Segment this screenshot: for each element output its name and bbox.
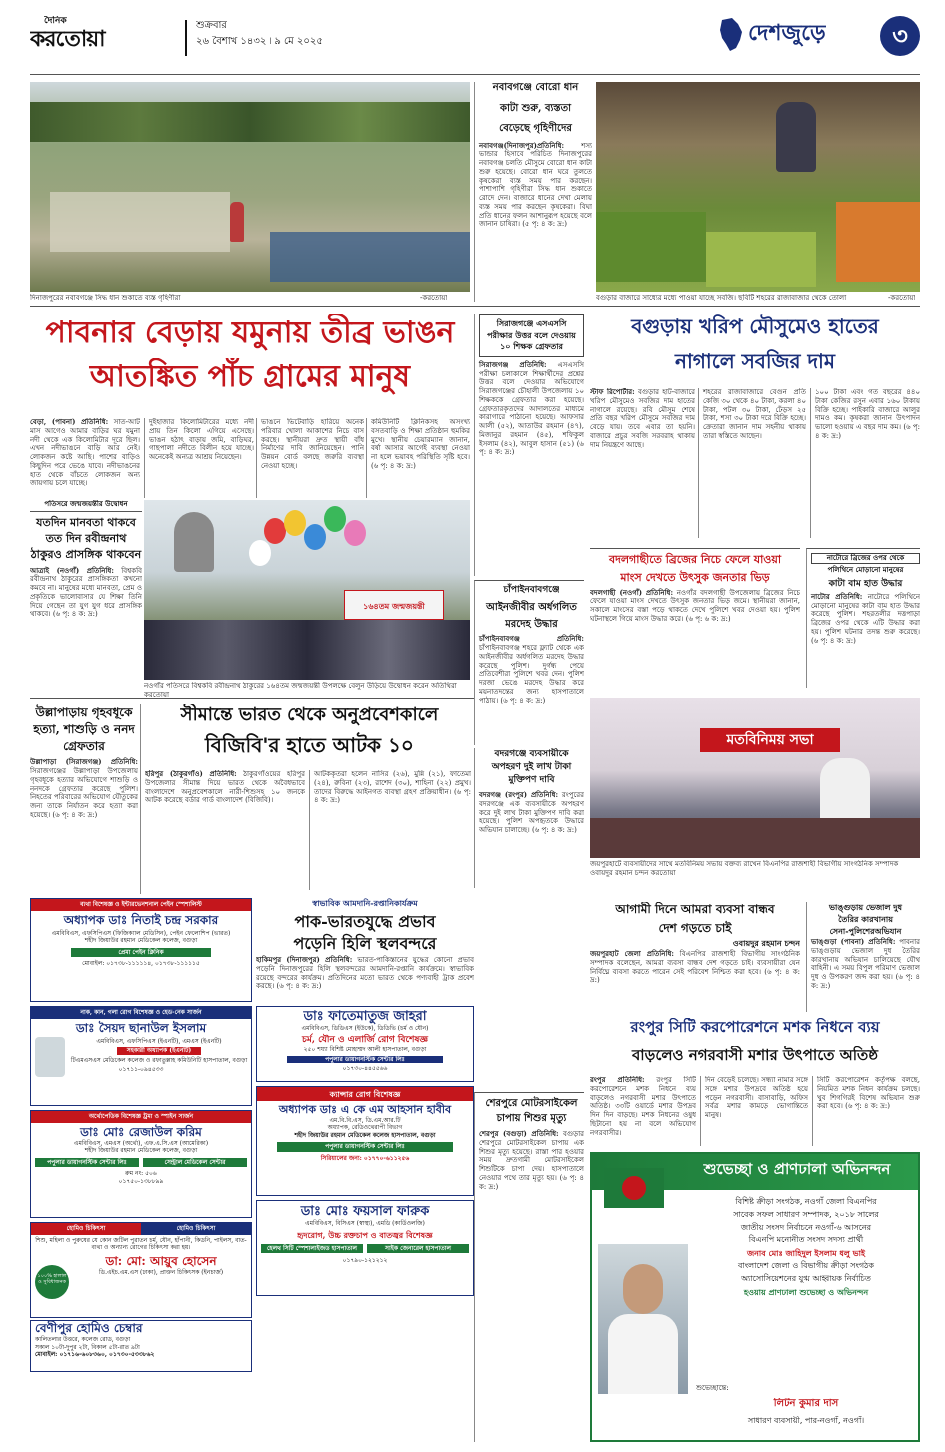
sherpur-dateline: শেরপুর (বগুড়া) প্রতিনিধি:: [479, 1129, 559, 1138]
tagore-portrait: [174, 512, 214, 572]
rangpur-dateline: রংপুর প্রতিনিধি:: [590, 1076, 645, 1084]
hili-body: ভারত-পাকিস্তানের যুদ্ধের কোনো প্রভাব পড়েনি দিনাজপুরের হিলি স্থলবন্দরের আমদানি-রপ্তানি কার্যক্রমে। স্বাভাবিক রয়েছে বন্দরের কার্যক্রম। প্রতিদিনের মতো ভারত থেকে পণ্যবাহী ট্রাক প্রবেশ করছে।: [256, 956, 474, 991]
meeting-credit: করতোয়া: [650, 868, 676, 877]
ullapara-body: সিরাজগঞ্জের উল্লাপাড়া উপজেলায় গৃহবধূকে হত্যার অভিযোগে শাশুড়ি ও ননদকে গ্রেফতার করেছে পুলিশ। নিহতের পরিবারের অভিযোগ যৌতুকের জন্য তাকে নির্যাতন করে হত্যা করা হয়েছে।: [30, 767, 138, 819]
milk-story: [806, 902, 920, 1012]
ad-cancer-specialist: [256, 1086, 474, 1196]
rangpur-jump: (৬ পৃ: ৪ ক: দ্র:): [845, 1102, 890, 1111]
chapai-headline-1: আইনজীবীর অর্ধগলিত: [486, 602, 577, 614]
natore-body: নাটোরে পলিথিনে মোড়ানো মানুষের কাটা বাম হাত উদ্ধার করেছে পুলিশ। শহরতলীর দত্তপাড়া ব্রিজের ওপর থেকে এটি উদ্ধার করা হয়। পুলিশ ঘটনার তদন্ত শুরু করেছে।: [811, 592, 920, 636]
ad6-doctor: ডাঃ মোঃ ফয়সাল ফারুক: [300, 1204, 430, 1219]
ad3-room: রুম নং: ৫০৬: [125, 1170, 157, 1177]
newspaper-logo: করতোয়া: [30, 26, 105, 52]
bgb-col-2: [309, 770, 471, 890]
milk-jump: (৬ পৃ: ৪ ক: দ্র:): [811, 973, 920, 990]
portrait-photo: [598, 1244, 688, 1394]
ad6-degrees: এমবিবিএস, বিসিএস (স্বাস্থ্য), এমডি (কার্ডিওলজি): [305, 1220, 425, 1228]
ad-orthopedic: [30, 1110, 252, 1218]
business-headline-1: আগামী দিনে আমরা ব্যবসা বান্ধব: [615, 902, 775, 916]
ad3-degrees: এমবিবিএস, এমএস (অর্থো), এফ.এ.সি.এস (আমেরিকা): [73, 1139, 209, 1147]
rangpur-col-3: [812, 1076, 920, 1146]
rice-photo-credit: -করতোয়া: [420, 294, 448, 302]
veg-carrots: [836, 202, 920, 282]
pabna-col-1: [30, 418, 140, 498]
greeting-ad: [590, 1152, 920, 1442]
bogura-col-1: [590, 388, 695, 538]
natore-jump: (৬ পৃ: ৪ ক: দ্র:): [811, 636, 856, 645]
rangpur-col-1: [590, 1076, 696, 1146]
rice-photo-caption: দিনাজপুরের নবাবগঞ্জে সিদ্ধ ধান শুকাতে ব্যস্ত গৃহিণীরা: [30, 294, 181, 302]
ad2-doctor: ডাঃ সৈয়দ ছানাউল ইসলাম: [75, 1020, 207, 1035]
bogura-dateline: স্টাফ রিপোর্টার:: [590, 388, 635, 396]
meat-story: [590, 548, 800, 688]
bogura-jump: (৬ পৃ: ৪ ক: দ্র:): [815, 423, 920, 440]
tagore-kicker: পতিসরে জন্মজয়ন্তীর উদ্বোধন: [30, 500, 142, 512]
ad2-header: নাক, কান, গলা রোগ বিশেষজ্ঞ ও হেড-নেক সার্জন: [31, 1007, 251, 1019]
greeting-line-7: অ্যাসোসিয়েশনের যুগ্ম আহ্বায়ক নির্বাচিত: [741, 1273, 871, 1283]
greeting-line-1: বিশিষ্ট ক্রীড়া সংগঠক, নওগাঁ জেলা বিএনপির: [735, 1197, 877, 1206]
masthead: [30, 14, 920, 66]
meeting-photo: [590, 698, 920, 858]
ullapara-jump: (৬ পৃ: ৪ ক: দ্র:): [52, 810, 98, 819]
ad7-services: শিশু, মহিলা ও পুরুষের যে কোন জটিল পুরাতন চর্ম, যৌন, হাঁপানী, কিডনি, পাইলস, বাত-ব্যথা ও অন্যান্য রোগের চিকিৎসা করা হয়।: [35, 1236, 247, 1251]
ad3-phone: ০১৭৫০-১৩৮৮৯৯: [118, 1177, 164, 1185]
hili-kicker: স্বাভাবিক আমদানি-রপ্তানিকার্যক্রম: [312, 898, 418, 908]
ad2-avatar: [35, 1037, 65, 1077]
ssc-jump: (৬ পৃ: ৪ ক: দ্র:): [479, 439, 584, 457]
ad1-degrees: এমবিবিএস, এফসিপিএস (ফিজিক্যাল মেডিসিন), পেইন ফেলোশিপ (ভারত): [51, 929, 231, 937]
tagore-photo-caption: নওগাঁর পতিসরে বিশ্বকবি রবীন্দ্রনাথ ঠাকুরের ১৬৪তম জন্মজয়ন্তী উপলক্ষে বেলুন উড়িয়ে উদ্বোধন করেন অতিথিরা করতোয়া: [144, 682, 457, 699]
natore-dateline: নাটোর প্রতিনিধি:: [811, 591, 863, 601]
balloon-icon: [284, 510, 306, 536]
ullapara-headline: উল্লাপাড়ায় গৃহবধূকে হত্যা, শাশুড়ি ও ননদ গ্রেফতার: [33, 705, 135, 753]
ad5-serial: সিরিয়ালের জন্য: ০১৭৭০-৬১১২৫৬: [320, 1154, 410, 1162]
sherpur-headline: শেরপুরে মোটরসাইকেল চাপায় শিশুর মৃত্যু: [485, 1098, 578, 1124]
rice-dateline: নবাবগঞ্জ(দিনাজপুর)প্রতিনিধি:: [479, 140, 565, 150]
bgb-story: [140, 704, 474, 894]
chapai-story: [474, 580, 584, 745]
crowd: [144, 620, 470, 680]
tagore-jump: (৬ পৃ: ৪ ক: দ্র:): [52, 610, 98, 619]
ad5-post: অধ্যাপক, রেডিওথেরাপী বিভাগ: [327, 1124, 403, 1132]
bangladesh-map-icon: [718, 18, 744, 52]
rice-body: শস্য ভান্ডার হিসাবে পরিচিত দিনাজপুরের নবাবগঞ্জ চলতি মৌসুমে বোরো ধান কাটা শুরু হয়েছে। বোরো ধান ঘরে তুলতে কৃষকেরা ব্যস্ত সময় পার করছেন। পাশাপাশি গৃহিণীরা সিদ্ধ ধান শুকাতে রোদে দেন। বাজারে ধানের দেখা মেলায় ব্যস্ত সময় পার করছেন কৃষকেরা। বিঘা প্রতি ধানের ফলন আশানুরূপ হয়েছে বলে জানান চাষিরা।: [479, 141, 592, 229]
rangpur-body-1: রংপুর সিটি করপোরেশনে মশক নিধনে ব্যয় বাড়লেও নগরবাসী মশার উৎপাতে অতিষ্ঠ। ৩৩টি ওয়ার্ডে মশার উপদ্রব দিন দিন বাড়ছে। মশক নিধনের ওষুধ ছিটানো হয় না বলে অভিযোগ নগরবাসীর।: [590, 1076, 696, 1137]
balloon-icon: [264, 518, 286, 544]
portrait-head: [623, 1264, 663, 1314]
ad-homeo-chamber: [30, 1320, 252, 1372]
table: [590, 818, 920, 858]
ad7-badge: ১০০% হালাল ও সুবিধাজনক: [35, 1265, 69, 1299]
balloon-icon: [249, 540, 271, 566]
bgb-headline-1: সীমান্তে ভারত থেকে অনুপ্রবেশকালে: [180, 704, 439, 725]
bogura-body-3: ১০০ টাকা এবং গত বছরের ৪৪০ টাকা কেজির রসুন এবার ১৬০ টাকায় বিক্রি হচ্ছে। পাইকারি বাজারে আলুর দামও কম। কৃষকরা জানান উৎপাদন ভালো হওয়ায় এ বছর দাম কম।: [815, 388, 920, 431]
pabna-headline-1: পাবনার বেড়ায় যমুনায় তীব্র ভাঙন: [45, 315, 455, 350]
veg-squash: [706, 232, 816, 287]
rice-headline-2: কাটা শুরু, ব্যস্ততা: [499, 102, 572, 114]
bgb-headline-2: বিজিবি'র হাতে আটক ১০: [205, 732, 414, 757]
rangpur-body-3: সিটি করপোরেশন কর্তৃপক্ষ বলছে, নিয়মিত মশক নিধন কার্যক্রম চলছে। খুব শিগগিরই বিশেষ অভিযান শুরু করা হবে।: [817, 1076, 920, 1111]
veg-photo-credit: -করতোয়া: [888, 294, 916, 302]
bgb-dateline: হরিপুর (ঠাকুরগাঁও) প্রতিনিধি:: [145, 770, 237, 778]
meeting-caption: জয়পুরহাটে ব্যবসায়ীদের সাথে মতবিনিময় সভায় বক্তব্য রাখেন বিএনপির রাজশাহী বিভাগীয় সাংগঠনিক সম্পাদক ওবায়দুর রহমান চন্দন করতোয়া: [590, 860, 899, 877]
balloon-icon: [304, 524, 326, 550]
bgb-jump: (৬ পৃ: ৪ ক: দ্র:): [314, 787, 471, 805]
bgb-col-1: [145, 770, 305, 890]
ssc-names: আফসার আলী (৫২), আতাউর রহমান (৪৭), মিজানুর রহমান (৪৫), শফিকুল ইসলাম (৪২), আবুল হাসান (৫১): [479, 413, 584, 448]
vegetable-market-photo: [596, 82, 920, 292]
bogura-col-3: [810, 388, 920, 538]
balloon-icon: [324, 506, 346, 532]
ad3-center: পপুলার ডায়াগনস্টিক সেন্টার লিঃ: [35, 1158, 139, 1168]
ad1-doctor: অধ্যাপক ডাঃ নিতাই চন্দ্র সরকার: [63, 912, 219, 927]
rice-drying-photo: [30, 82, 470, 292]
greeting-line-5: জনাব মোঃ জাহিদুল ইসলাম ধলু ভাই: [746, 1248, 866, 1259]
ad-pain-specialist: [30, 898, 252, 1002]
banner-text: ১৬৪তম জন্মজয়ন্তী: [363, 601, 425, 611]
ad5-header: ক্যান্সার রোগ বিশেষজ্ঞ: [257, 1087, 473, 1101]
ad2-phone: ০১৭১১-০৯৪৫৩৩: [118, 1066, 164, 1073]
ad3-doctor: ডাঃ মোঃ রেজাউল করিম: [80, 1124, 202, 1139]
ullapara-dateline: উল্লাপাড়া (সিরাজগঞ্জ) প্রতিনিধি:: [30, 757, 138, 767]
rule-1: [30, 306, 920, 307]
chapai-headline-2: মরদেহ উদ্ধার: [505, 618, 558, 630]
pabna-col-4: [366, 418, 470, 498]
greeting-line-4: বিএনপি মনোনীত সংসদ সদস্য প্রার্থী: [748, 1235, 864, 1245]
bagmari-story: [474, 748, 584, 888]
natore-story: [806, 548, 920, 688]
ad1-phone: মোবাইল: ০১৭৩৮-১১১১১৪, ০১৭৩৮-১১১১১৫: [82, 960, 200, 967]
chapai-dateline: চাঁপাইনবাবগঞ্জ প্রতিনিধি:: [479, 634, 584, 644]
milk-headline-1: ভাঙ্গুড়ায় ভেজাল দুধ: [829, 902, 902, 912]
hili-headline-1: পাক-ভারতযুদ্ধে প্রভাব: [294, 912, 436, 931]
ad3-center2: সেন্ট্রাল মেডিকেল সেন্টার: [143, 1158, 247, 1168]
balloon-icon: [344, 520, 366, 546]
pabna-body-4: কমিউনিটি ক্লিনিকসহ অসংখ্য বসতবাড়ি ও শিক্ষা প্রতিষ্ঠান হুমকির মুখে। স্থানীয় চেয়ারম্যান জানান, বর্ষা আসার আগেই ব্যবস্থা নেওয়া না হলে ভয়াবহ পরিস্থিতি সৃষ্টি হবে।: [371, 418, 470, 461]
chapai-jump: (৬ পৃ: ৪ ক: দ্র:): [500, 696, 546, 705]
ullapara-story: [30, 704, 138, 894]
ad2-post: সহকারী অধ্যাপক (ইএনটি): [117, 1047, 201, 1055]
greeting-line-8: হওয়ায় প্রাণঢালা শুভেচ্ছা ও অভিনন্দন: [743, 1286, 869, 1297]
greeting-from-label: শুভেচ্ছান্তে:: [696, 1384, 729, 1392]
rangpur-body-2: দিন বেড়েই চলেছে। সন্ধ্যা নামার সঙ্গে সঙ্গে মশার উপদ্রবে অতিষ্ঠ হয়ে পড়েন নগরবাসী। বাসাবাড়ি, অফিস সর্বত্র মশার কামড়ে ভোগান্তিতে মানুষ।: [705, 1076, 808, 1119]
bogura-body-1: বগুড়ার হাট-বাজারে খরিপ মৌসুমেও সবজির দাম হাতের নাগালে রয়েছে। রবি মৌসুম শেষে প্রতি বছর খরিপ মৌসুমে সবজির দাম বেড়ে যায়। তবে এবার তা হয়নি। বাজারে প্রচুর সবজি সরবরাহ থাকায় দাম নিয়ন্ত্রণে আছে।: [590, 388, 695, 449]
bogura-body-2: শহরের রাজাবাজারে বেগুন প্রতি কেজি ৩০ থেকে ৪০ টাকা, করলা ৪০ টাকা, পটল ৩০ টাকা, ঢেঁড়স ২৫ টাকা, শসা ৩০ টাকা দরে বিক্রি হচ্ছে। ক্রেতারা জানান দাম সহনীয় থাকায় তারা স্বস্তিতে আছেন।: [703, 388, 806, 440]
ad7-header2: হোমিও চিকিৎসা: [141, 1223, 251, 1235]
natore-headline-1: নাটোরে ব্রিজের ওপর থেকে: [811, 553, 920, 564]
tarp-blue: [270, 232, 470, 282]
anniversary-banner: [344, 590, 444, 620]
greeting-line-6: বাংলাদেশ জেলা ও বিভাগীয় ক্রীড়া সংগঠক: [737, 1260, 875, 1270]
ssc-dateline: সিরাজগঞ্জ প্রতিনিধি:: [479, 359, 547, 369]
tagore-event-photo: [144, 500, 470, 680]
rangpur-headline-1: রংপুর সিটি করপোরেশনে মশক নিধনে ব্যয়: [630, 1018, 880, 1036]
milk-headline-2: তৈরির কারখানায়: [838, 914, 893, 924]
ad4-phone: ০১৭৩০-৪৪৫৫৬৬: [342, 1065, 388, 1072]
portrait-shirt: [608, 1314, 678, 1394]
ad4-center: পপুলার ডায়াগনস্টিক সেন্টার লিঃ: [287, 1056, 443, 1064]
ad3-hospital: শহীদ জিয়াউর রহমান মেডিকেল কলেজ, বগুড়া: [84, 1147, 198, 1154]
rice-headline-1: নবাবগঞ্জে বোরো ধান: [492, 82, 579, 93]
ad7-clinic: বেণীপুর হোমিও চেম্বার: [35, 1321, 143, 1335]
meat-headline-1: বদলগাছীতে ব্রিজের নিচে ফেলে যাওয়া: [608, 553, 782, 566]
ad4-specialty: চর্ম, যৌন ও এলার্জি রোগ বিশেষজ্ঞ: [301, 1034, 429, 1045]
ad6-phone: ০১৭৯০-১২১২১২: [342, 1257, 388, 1265]
ad5-hospital: শহীদ জিয়াউর রহমান মেডিকেল কলেজ হাসপাতাল, বগুড়া: [294, 1131, 436, 1139]
ad4-doctor: ডাঃ ফাতেমাতুজ জাহরা: [303, 1009, 427, 1024]
ad1-hospital: শহীদ জিয়াউর রহমান মেডিকেল কলেজ, বগুড়া: [84, 937, 198, 944]
masthead-date: ২৬ বৈশাখ ১৪৩২ ৷ ৯ মে ২০২৫: [196, 36, 323, 47]
hili-story: [256, 898, 474, 1002]
rice-jump: (৫ পৃ: ৪ ক: দ্র:): [522, 220, 568, 229]
natore-headline-3: কাটা বাম হাত উদ্ধার: [828, 578, 903, 589]
veg-cucumbers: [596, 212, 706, 282]
hili-jump: (৬ পৃ: ৪ ক: দ্র:): [276, 982, 322, 991]
ad3-header: অর্থোপেডিক বিশেষজ্ঞ ট্রমা ও স্পাইন সার্জন: [31, 1111, 251, 1123]
tagore-story: [30, 500, 142, 688]
bagmari-body: রংপুরের বদরগঞ্জে এক ব্যবসায়ীকে অপহরণ করে দুই লাখ টাকা মুক্তিপণ দাবি করা হয়েছে। পুলিশ অপহৃতকে উদ্ধারে অভিযান চালাচ্ছে।: [479, 791, 584, 835]
meat-dateline: বদলগাছী (নওগাঁ) প্রতিনিধি:: [590, 587, 674, 597]
ad7-hours: সকাল ১০টা-দুপুর ২টা, বিকাল ৫টা-রাত ৯টা: [35, 1343, 140, 1351]
sherpur-jump: (৬ পৃ: ৪ ক: দ্র:): [479, 1173, 584, 1191]
greeting-line-2: সাবেক সফল সাধারণ সম্পাদক, ২০১৮ সালের: [733, 1209, 879, 1219]
tagore-headline: যতদিন মানবতা থাকবে তত দিন রবীন্দ্রনাথ ঠাকুরও প্রাসঙ্গিক থাকবেন: [30, 515, 142, 561]
veg-photo-caption: বগুড়ার বাজারে সাধ্যের মধ্যে পাওয়া যাচ্ছে সবজি। ছবিটি শহরের রাজাবাজার থেকে তোলা: [596, 294, 847, 302]
ad5-center: পপুলার ডায়াগনস্টিক সেন্টার লিঃ: [277, 1142, 453, 1152]
ad2-degrees: এমবিবিএস, এফসিপিএস (ইএনটি), এমএস (ইএনটি): [96, 1037, 222, 1045]
bogura-story: [590, 314, 920, 539]
business-body: বিএনপির রাজশাহী বিভাগীয় সাংগঠনিক সম্পাদক বলেছেন, আমরা ব্যবসা বান্ধব দেশ গড়তে চাই। ব্যবসায়ীরা যেন নির্বিঘ্নে ব্যবসা করতে পারেন সেই পরিবেশ নিশ্চিত করা হবে।: [590, 950, 800, 976]
party-flag-icon: [596, 1158, 676, 1238]
chapai-kicker: চাঁপাইনবাবগঞ্জে: [503, 585, 560, 595]
rangpur-col-2: [700, 1076, 808, 1146]
meat-body: নওগাঁর বদলগাছী উপজেলায় ব্রিজের নিচে ফেলে যাওয়া মাংস দেখতে উৎসুক জনতার ভিড় জমে। স্থানীয়রা জানান, সকালে মাংসের বস্তা পড়ে থাকতে দেখে পুলিশে খবর দেওয়া হয়। পুলিশ ঘটনাস্থলে গিয়ে মাংস উদ্ধার করে।: [590, 588, 800, 623]
greeting-text: [696, 1196, 916, 1298]
meat-jump: (৬ পৃ: ৬ ক: দ্র:): [685, 614, 731, 623]
chapai-body: চাঁপাইনবাবগঞ্জ শহরে ফ্ল্যাট থেকে এক আইনজীবীর অর্ধগলিত মরদেহ উদ্ধার করেছে পুলিশ। দুর্গন্ধ পেয়ে প্রতিবেশীরা পুলিশে খবর দেন। পুলিশ দরজা ভেঙে মরদেহ উদ্ধার করে ময়নাতদন্তের জন্য হাসপাতালে পাঠায়।: [479, 644, 584, 705]
ad7-address: কালিতলার উত্তরে, কলেজ রোড, বগুড়া: [35, 1336, 131, 1343]
tagore-body: বিশ্বকবি রবীন্দ্রনাথ ঠাকুরের প্রাসঙ্গিকতা কখনো কমবে না। মানুষের মধ্যে মানবতা, প্রেম ও প্রকৃতিকে ভালোবাসার যে শিক্ষা তিনি দিয়ে গেছেন তা যুগ যুগ ধরে প্রাসঙ্গিক থাকবে।: [30, 566, 142, 619]
pabna-col-3: [256, 418, 364, 498]
bagmari-dateline: বদরগঞ্জ (রংপুর) প্রতিনিধি:: [479, 790, 559, 800]
ad5-doctor: অধ্যাপক ডাঃ এ কে এম আহসান হাবীব: [278, 1103, 452, 1116]
pabna-dateline: বেড়া, (পাবনা) প্রতিনিধি:: [30, 418, 109, 426]
bogura-col-2: [698, 388, 806, 538]
ad-homeo: [30, 1222, 252, 1318]
ad4-hospital: ২৫০ শয্যা বিশিষ্ট মোহাম্মদ আলী হাসপাতাল, বগুড়া: [303, 1046, 427, 1053]
hili-dateline: হাকিমপুর (দিনাজপুর) প্রতিনিধি:: [256, 955, 353, 964]
hili-headline-2: পড়েনি হিলি স্থলবন্দরে: [293, 934, 437, 953]
pabna-headline-2: আতঙ্কিত পাঁচ গ্রামের মানুষ: [89, 359, 411, 394]
pabna-body-3: ভাঙনে ভিটেবাড়ি হারিয়ে অনেক পরিবার খোলা আকাশের নিচে বাস করছে। স্থানীয়রা দ্রুত স্থায়ী বাঁধ নির্মাণের দাবি জানিয়েছেন। পানি উন্নয়ন বোর্ড বলছে জরুরি ব্যবস্থা নেওয়া হচ্ছে।: [261, 418, 364, 470]
bogura-headline-2: নাগালে সবজির দাম: [675, 349, 835, 373]
milk-headline-3: সেনা-পুলিশেরঅভিযান: [829, 926, 902, 936]
ad4-degrees: এমবিবিএস, ডিডিএস (ইউকে), ডিডিভি (চর্ম ও যৌন): [301, 1025, 429, 1033]
masthead-divider: [185, 20, 187, 56]
business-dateline: জয়পুরহাট জেলা প্রতিনিধি:: [590, 949, 674, 958]
meeting-banner: মতবিনিময় সভা: [700, 728, 840, 752]
ad7-doctor: ডা: মো: আয়ুব হোসেন: [105, 1253, 217, 1268]
ad-cardiology: [256, 1200, 474, 1296]
greeting-line-3: জাতীয় সংসদ নির্বাচনে নওগাঁ-৬ আসনের: [740, 1222, 872, 1232]
ad1-header: ব্যথা বিশেষজ্ঞ ও ইন্টারভেনশনাল পেইন স্পেশালিস্ট: [31, 899, 251, 911]
ad5-degrees: এম.বি.বি.এস, ডি.এম.আর.টি: [329, 1116, 401, 1124]
pabna-body-1: সাত-আট মাস আগেও আমার বাড়ির ঘর যমুনা নদী থেকে এক কিলোমিটার দূরে ছিল। এখন নদীভাঙনে বাড়ি আর নেই। লোকজন কষ্টে আছি। পাশের বাড়িও কিছুদিন পরে ভেঙে যাবে। নদীভাঙনের হাত থেকে বাঁচতে লোকজন অন্য জায়গায় চলে যাচ্ছে।: [30, 418, 140, 488]
section-name: দেশজুড়ে: [748, 20, 826, 46]
tagore-photo-credit: করতোয়া: [144, 690, 169, 699]
bogura-headline-1: বগুড়ায় খরিপ মৌসুমেও হাতের: [631, 314, 879, 338]
bagmari-jump: (৬ পৃ: ৪ ক: দ্র:): [531, 826, 577, 835]
sherpur-body: বগুড়ার শেরপুরে মোটরসাইকেল চাপায় এক শিশুর মৃত্যু হয়েছে। রাস্তা পার হওয়ার সময় দ্রুতগামী মোটরসাইকেল শিশুটিকে চাপা দেয়। হাসপাতালে নেওয়ার পথে তার মৃত্যু হয়।: [479, 1130, 584, 1182]
ssc-body: এসএসসি পরীক্ষা চলাকালে শিক্ষার্থীদের প্রশ্নের উত্তর বলে দেওয়ার অভিযোগে সিরাজগঞ্জের চৌহালী উপজেলায় ১০ শিক্ষককে গ্রেফতার করা হয়েছে। গ্রেফতারকৃতদের আদালতের মাধ্যমে কারাগারে পাঠানো হয়েছে।: [479, 360, 584, 422]
ad6-center: হেলথ সিটি স্পেশালাইজড হাসপাতাল: [261, 1244, 363, 1254]
milk-body: পাবনার ভাঙ্গুড়ায় ভেজাল দুধ তৈরির কারখানায় অভিযান চালিয়েছে যৌথ বাহিনী। এ সময় বিপুল পরিমাণ ভেজাল দুধ ও উপকরণ জব্দ করা হয়।: [811, 938, 920, 981]
pabna-jump: (৬ পৃ: ৪ ক: দ্র:): [371, 461, 416, 470]
milk-dateline: ভাঙ্গুড়া (পাবনা) প্রতিনিধি:: [811, 937, 896, 946]
bgb-body-1: ঠাকুরগাঁওয়ের হরিপুর উপজেলার সীমান্ত দিয়ে ভারত থেকে অবৈধভাবে বাংলাদেশে অনুপ্রবেশকালে নারী-শিশুসহ ১০ জনকে আটক করেছে বর্ডার গার্ড বাংলাদেশ (বিজিবি)।: [145, 770, 305, 805]
bagmari-headline: বদরগঞ্জে ব্যবসায়ীকে অপহরণ দুই লাখ টাকা মুক্তিপণ দাবি: [491, 749, 572, 786]
greeting-title: শুভেচ্ছা ও প্রাণঢালা অভিনন্দন: [703, 1160, 891, 1178]
ad-ent-specialist: [30, 1006, 252, 1106]
pabna-col-2: [144, 418, 254, 498]
rangpur-headline-2: বাড়লেও নগরবাসী মশার উৎপাতে অতিষ্ঠ: [631, 1046, 879, 1064]
ad1-center: প্রেমা পেইন ক্লিনিক: [71, 948, 211, 958]
greeting-from-title: সাধারণ ব্যবসায়ী, পার-নওগাঁ, নওগাঁ।: [747, 1416, 865, 1425]
natore-headline-2: পলিথিনে মোড়ানো মানুষের: [827, 564, 904, 574]
ad6-center2: সাইক জেনারেল হাসপাতাল: [367, 1244, 469, 1254]
tarp-white: [50, 192, 230, 252]
ad7-header: হোমিও চিকিৎসা: [31, 1223, 141, 1235]
page-number: ৩: [880, 16, 920, 56]
ad-dermatology: [256, 1006, 474, 1082]
rice-story: [474, 82, 592, 302]
tagore-dateline: আত্রাই (নওগাঁ) প্রতিনিধি:: [30, 565, 114, 575]
tree-line: [30, 102, 470, 142]
rice-headline-3: বেড়েছে গৃহিণীদের: [499, 123, 572, 134]
masthead-rule: [30, 74, 920, 75]
greeting-from-name: লিটন কুমার দাস: [773, 1398, 839, 1409]
ssc-story: [474, 314, 584, 576]
pabna-body-2: দুইহাজার কিলোমিটারের মধ্যে নদী প্রায় তিন কিলো এগিয়ে এসেছে। ভাঙন হঠাৎ বাড়ায় জমি, বাড়িঘর, গাছপালা নদীতে বিলীন হয়ে যাচ্ছে। অনেকেই অন্যত্র আশ্রয় নিয়েছেন।: [149, 418, 254, 461]
woman-figure: [230, 202, 244, 242]
ssc-headline: সিরাজগঞ্জে এসএসসি পরীক্ষার উত্তর বলে দেওয়ায় ১০ শিক্ষক গ্রেফতার: [479, 314, 584, 357]
rule-2: [30, 698, 474, 699]
bgb-body-2: আটককৃতরা হলেন নাসির (২৬), মুন্নি (২১), ফাতেমা (২৪), রুবিনা (২৩), রাশেদ (৩০), শাহিনা (২২) প্রমুখ। তাদের বিরুদ্ধে আইনগত ব্যবস্থা গ্রহণ প্রক্রিয়াধীন।: [314, 770, 471, 796]
business-byline: ওবায়দুর রহমান চন্দন: [732, 938, 800, 948]
business-headline-2: দেশ গড়তে চাই: [658, 921, 732, 935]
business-jump: (৬ পৃ: ৪ ক: দ্র:): [590, 967, 800, 985]
ad7-degrees: ডি.এইচ.এম.এস (ঢাকা), প্রাক্তন চিকিৎসক (ইনচার্জ): [98, 1268, 224, 1276]
business-story: [590, 902, 800, 1012]
vendor-figure: [776, 102, 816, 172]
masthead-day: শুক্রবার: [196, 20, 227, 31]
ad6-specialty: হৃদরোগ, উচ্চ রক্তচাপ ও বাতজ্বর বিশেষজ্ঞ: [297, 1229, 433, 1240]
ad7-phone: মোবাইল: ০১৭১৬-৬০৮৩৬০, ০১৭৩০-৫৩৩৮৬২: [35, 1351, 155, 1358]
meat-headline-2: মাংস দেখতে উৎসুক জনতার ভিড়: [620, 570, 770, 584]
sherpur-story: [474, 1092, 584, 1442]
logo-top: দৈনিক: [44, 16, 67, 26]
ad2-hospital: টিএমএসএস মেডিকেল কলেজ ও রফাতুল্লাহ কমিউনিটি হাসপাতাল, বগুড়া: [70, 1056, 248, 1064]
